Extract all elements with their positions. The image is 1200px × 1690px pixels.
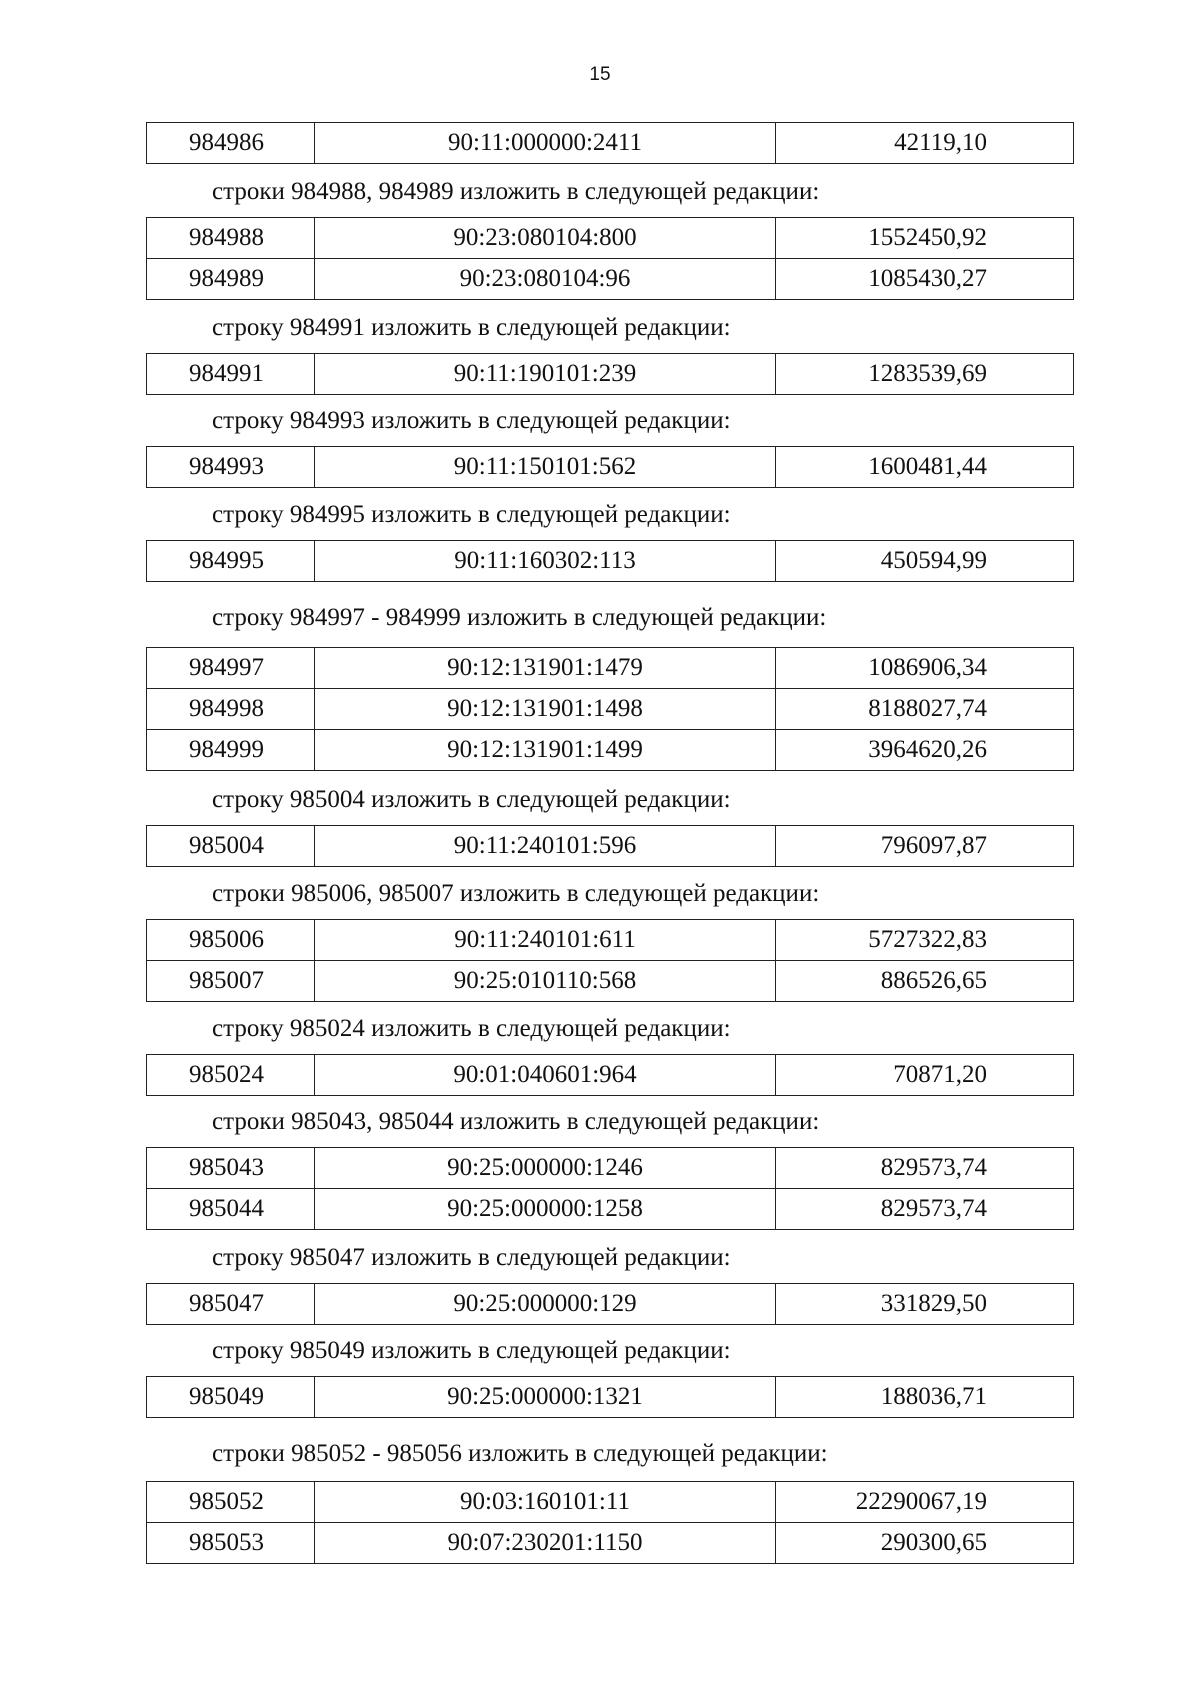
cadastral-number-cell: 90:11:240101:611 xyxy=(315,920,776,961)
row-number-cell: 984995 xyxy=(147,541,315,582)
cadastral-number-cell: 90:23:080104:96 xyxy=(315,259,776,300)
row-number-cell: 985024 xyxy=(147,1055,315,1096)
row-number-cell: 985006 xyxy=(147,920,315,961)
amendment-table xyxy=(146,1283,1074,1325)
amendment-instruction: строку 985004 изложить в следующей редакции: xyxy=(212,786,731,813)
cadastral-value-cell: 3964620,26 xyxy=(776,730,1074,771)
table-row xyxy=(147,1482,1074,1523)
cadastral-value-cell: 70871,20 xyxy=(776,1055,1074,1096)
cadastral-value-cell: 829573,74 xyxy=(776,1148,1074,1189)
cadastral-number-cell: 90:11:000000:2411 xyxy=(315,123,776,164)
table-row xyxy=(147,1189,1074,1230)
amendment-instruction: строку 985047 изложить в следующей редакции: xyxy=(212,1244,731,1271)
amendment-table xyxy=(146,217,1074,300)
amendment-table xyxy=(146,1054,1074,1096)
amendment-table xyxy=(146,540,1074,582)
cadastral-number-cell: 90:12:131901:1499 xyxy=(315,730,776,771)
amendment-instruction: строку 984997 - 984999 изложить в следующей редакции: xyxy=(212,604,827,631)
cadastral-value-cell: 886526,65 xyxy=(776,961,1074,1002)
table-row xyxy=(147,920,1074,961)
cadastral-value-cell: 796097,87 xyxy=(776,826,1074,867)
amendment-table xyxy=(146,353,1074,395)
table-row xyxy=(147,961,1074,1002)
amendment-instruction: строки 985006, 985007 изложить в следующей редакции: xyxy=(212,880,820,907)
cadastral-number-cell: 90:01:040601:964 xyxy=(315,1055,776,1096)
table-row xyxy=(147,1523,1074,1564)
amendment-instruction: строки 985052 - 985056 изложить в следующей редакции: xyxy=(212,1440,828,1467)
cadastral-number-cell: 90:11:160302:113 xyxy=(315,541,776,582)
row-number-cell: 984999 xyxy=(147,730,315,771)
cadastral-number-cell: 90:11:240101:596 xyxy=(315,826,776,867)
table-row xyxy=(147,689,1074,730)
cadastral-number-cell: 90:25:000000:1258 xyxy=(315,1189,776,1230)
amendment-instruction: строку 985049 изложить в следующей редакции: xyxy=(212,1337,731,1364)
cadastral-value-cell: 1283539,69 xyxy=(776,354,1074,395)
cadastral-number-cell: 90:25:010110:568 xyxy=(315,961,776,1002)
amendment-instruction: строки 984988, 984989 изложить в следующей редакции: xyxy=(212,178,820,205)
amendment-instruction: строку 985024 изложить в следующей редакции: xyxy=(212,1015,731,1042)
cadastral-value-cell: 8188027,74 xyxy=(776,689,1074,730)
cadastral-number-cell: 90:25:000000:1246 xyxy=(315,1148,776,1189)
table-row xyxy=(147,1284,1074,1325)
cadastral-number-cell: 90:25:000000:129 xyxy=(315,1284,776,1325)
table-row xyxy=(147,826,1074,867)
page-number: 15 xyxy=(589,64,611,85)
cadastral-number-cell: 90:03:160101:11 xyxy=(315,1482,776,1523)
cadastral-number-cell: 90:11:150101:562 xyxy=(315,447,776,488)
amendment-instruction: строки 985043, 985044 изложить в следующей редакции: xyxy=(212,1108,820,1135)
amendment-instruction: строку 984995 изложить в следующей редакции: xyxy=(212,501,731,528)
table-row xyxy=(147,1055,1074,1096)
row-number-cell: 984986 xyxy=(147,123,315,164)
table-row xyxy=(147,1148,1074,1189)
cadastral-value-cell: 1600481,44 xyxy=(776,447,1074,488)
row-number-cell: 984993 xyxy=(147,447,315,488)
amendment-table xyxy=(146,1147,1074,1230)
cadastral-value-cell: 1086906,34 xyxy=(776,648,1074,689)
amendment-table xyxy=(146,825,1074,867)
cadastral-number-cell: 90:12:131901:1479 xyxy=(315,648,776,689)
cadastral-value-cell: 829573,74 xyxy=(776,1189,1074,1230)
row-number-cell: 985044 xyxy=(147,1189,315,1230)
amendment-table xyxy=(146,919,1074,1002)
cadastral-number-cell: 90:11:190101:239 xyxy=(315,354,776,395)
row-number-cell: 985052 xyxy=(147,1482,315,1523)
amendment-table xyxy=(146,446,1074,488)
row-number-cell: 985047 xyxy=(147,1284,315,1325)
table-row xyxy=(147,259,1074,300)
cadastral-value-cell: 1552450,92 xyxy=(776,218,1074,259)
table-row xyxy=(147,447,1074,488)
row-number-cell: 985004 xyxy=(147,826,315,867)
cadastral-value-cell: 5727322,83 xyxy=(776,920,1074,961)
cadastral-value-cell: 42119,10 xyxy=(776,123,1074,164)
amendment-instruction: строку 984993 изложить в следующей редакции: xyxy=(212,407,731,434)
cadastral-number-cell: 90:07:230201:1150 xyxy=(315,1523,776,1564)
table-row xyxy=(147,648,1074,689)
row-number-cell: 985043 xyxy=(147,1148,315,1189)
table-row xyxy=(147,354,1074,395)
cadastral-value-cell: 22290067,19 xyxy=(776,1482,1074,1523)
table-row xyxy=(147,730,1074,771)
cadastral-value-cell: 1085430,27 xyxy=(776,259,1074,300)
row-number-cell: 985007 xyxy=(147,961,315,1002)
table-row xyxy=(147,218,1074,259)
amendment-instruction: строку 984991 изложить в следующей редакции: xyxy=(212,314,731,341)
amendment-table xyxy=(146,1376,1074,1418)
amendment-table xyxy=(146,647,1074,771)
row-number-cell: 984989 xyxy=(147,259,315,300)
table-row xyxy=(147,123,1074,164)
cadastral-value-cell: 450594,99 xyxy=(776,541,1074,582)
amendment-table xyxy=(146,1481,1074,1564)
cadastral-value-cell: 290300,65 xyxy=(776,1523,1074,1564)
cadastral-number-cell: 90:12:131901:1498 xyxy=(315,689,776,730)
row-number-cell: 984997 xyxy=(147,648,315,689)
table-row xyxy=(147,1377,1074,1418)
table-row xyxy=(147,541,1074,582)
row-number-cell: 985049 xyxy=(147,1377,315,1418)
row-number-cell: 984988 xyxy=(147,218,315,259)
row-number-cell: 984991 xyxy=(147,354,315,395)
row-number-cell: 984998 xyxy=(147,689,315,730)
row-number-cell: 985053 xyxy=(147,1523,315,1564)
cadastral-number-cell: 90:25:000000:1321 xyxy=(315,1377,776,1418)
amendment-table xyxy=(146,122,1074,164)
cadastral-number-cell: 90:23:080104:800 xyxy=(315,218,776,259)
cadastral-value-cell: 331829,50 xyxy=(776,1284,1074,1325)
cadastral-value-cell: 188036,71 xyxy=(776,1377,1074,1418)
